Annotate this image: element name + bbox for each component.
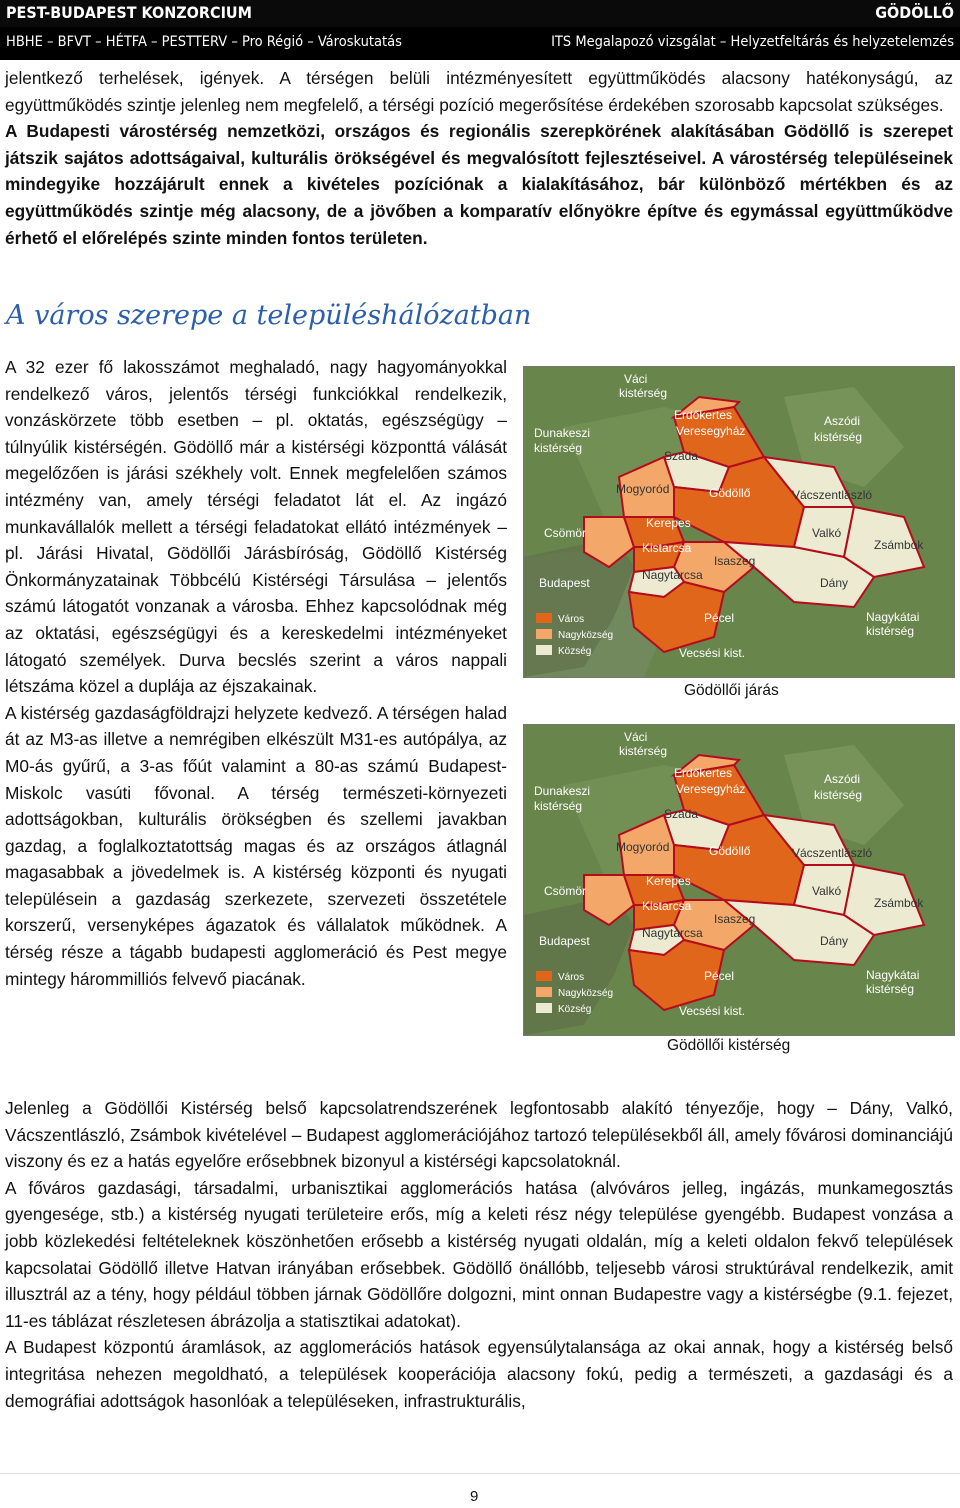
map-label: kistérség <box>866 624 915 638</box>
map-label: Veresegyház <box>676 424 746 438</box>
map-label: kistérség <box>814 788 863 802</box>
map-label: Kerepes <box>646 874 691 888</box>
intro-text <box>5 65 953 251</box>
map-label: Isaszeg <box>714 554 756 568</box>
map-label: Mogyoród <box>616 840 670 854</box>
map-label: Erdőkertes <box>674 408 733 422</box>
map-godolloi-kisterseg <box>523 724 955 1036</box>
map-label: Váci <box>624 730 648 744</box>
legend-label: Község <box>558 646 592 657</box>
intro-bold-paragraph: A Budapesti várostérség nemzetközi, országos és regionális szerepkörének alakításában Gödöllő is szerepet játszik sajátos adottságaival, kulturális örökségével és megvalósított fejlesztéseivel. A várostérség településeinek mindegyike hozzájárult ennek a kivételes pozíciónak a kialakításához, bár különböző mértékben és az együttműködés szintje még alacsony, de a jövőben a komparatív előnyökre építve és egymással együttműködve érhető el előrelépés szinte minden fontos területen. <box>5 121 953 248</box>
map-label: Aszódi <box>824 772 861 786</box>
map-label: Vecsési kist. <box>679 646 746 660</box>
map-label: Budapest <box>539 576 590 590</box>
map-caption-2: Gödöllői kistérség <box>667 1037 791 1054</box>
map-label: Pécel <box>704 969 735 983</box>
map-label: Gödöllő <box>709 486 751 500</box>
map-svg <box>524 367 954 677</box>
bottom-paragraph-1: Jelenleg a Gödöllői Kistérség belső kapcsolatrendszerének legfontosabb alakító tényezője, hogy – Dány, Valkó, Vácszentlászló, Zsámbok kivételével – Budapest agglomerációjához tartozó településekből áll, amely fővárosi dominanciájú viszony és ez a hatás egyelőre erősebbnek bizonyul a kistérségi kapcsolatoknál. <box>5 1098 953 1172</box>
legend-label: Nagyközség <box>558 988 614 999</box>
map-label: Zsámbok <box>874 896 924 910</box>
map-label: Dunakeszi <box>534 426 591 440</box>
map-label: Aszódi <box>824 414 861 428</box>
map-label: Erdőkertes <box>674 766 733 780</box>
map-label: Veresegyház <box>676 782 746 796</box>
left-paragraph-1: A 32 ezer fő lakosszámot meghaladó, nagy hagyományokkal rendelkező város, jelentős térségi funkciókkal rendelkezik, vonzáskörzete több esetben – pl. oktatás, egészségügy – túlnyúlik kistérségén. Gödöllő már a kistérségi központtá válását megelőzően is járási székhely volt. Ennek megfelelően számos intézmény van, amely térségi feladatot lát el. Az ingázó munkavállalók mellett a térségi feladatokat ellátó intézmények – pl. Járási Hivatal, Gödöllői Járásbíróság, Gödöllő Kistérség Önkormányzatainak Többcélú Kistérségi Társulása – jelentős számú látogatót vonzanak a városba. Ehhez kapcsolódnak még az oktatási, egészségügyi és a kereskedelmi intézményeket látogató személyek. Durva becslés szerint a város nappali létszáma közel a duplája az éjszakainak. <box>5 357 507 697</box>
map-label: Dunakeszi <box>534 784 591 798</box>
map-label: Vecsési kist. <box>679 1004 746 1018</box>
legend-label: Város <box>558 614 585 625</box>
map-label: Vácszentlászló <box>792 488 873 502</box>
map-label: Váci <box>624 372 648 386</box>
footer-divider <box>0 1473 960 1474</box>
map-godolloi-jaras <box>523 366 955 678</box>
header-city: GÖDÖLLŐ <box>875 3 954 22</box>
map-label: Budapest <box>539 934 590 948</box>
header-partners: HBHE – BFVT – HÉTFA – PESTTERV – Pro Régió – Városkutatás <box>6 34 402 50</box>
map-label: Szada <box>664 449 699 463</box>
map-label: Dány <box>820 576 849 590</box>
legend-label: Nagyközség <box>558 630 614 641</box>
page-header-top <box>0 0 960 27</box>
bottom-paragraph-2: A főváros gazdasági, társadalmi, urbanisztikai agglomerációs hatása (alvóváros jelleg, ingázás, munkamegosztás gyengesége, stb.) a kistérség nyugati területeire erős, míg a keleti rész négy települése gyengébb. Budapest vonzása a jobb közlekedési feltételeknek köszönhetően erősebb a kistérség nyugati oldalán, míg a keleti oldalon fekvő települések kapcsolatai Gödöllő illetve Hatvan irányában erősebbek. Gödöllő önállóbb, teljesebb városi struktúrával rendelkezik, amit illusztrál az a tény, hogy például többen járnak Gödöllőre dolgozni, mint onnan Budapestre vagy a kistérségbe (9.1. fejezet, 11-es táblázat részletesen ábrázolja a statisztikai adatokat). <box>5 1177 953 1331</box>
map-label: Kerepes <box>646 516 691 530</box>
map-label: kistérség <box>534 441 583 455</box>
map-label: Dány <box>820 934 849 948</box>
map-label: kistérség <box>619 744 668 758</box>
map-label: Valkó <box>812 526 842 540</box>
left-column-text <box>5 354 507 992</box>
intro-paragraph: jelentkező terhelések, igények. A térségen belüli intézményesített együttműködés alacsony hatékonyságú, az együttműködés szintje jelenleg nem megfelelő, a térségi pozíció megerősítése érdekében szorosabb kapcsolat szükséges. <box>5 68 953 115</box>
map-label: Nagykátai <box>866 968 920 982</box>
map-label: kistérség <box>814 430 863 444</box>
map-label: kistérség <box>866 982 915 996</box>
map-label: Valkó <box>812 884 842 898</box>
map-svg <box>524 725 954 1035</box>
map-label: Gödöllő <box>709 844 751 858</box>
left-paragraph-2: A kistérség gazdaságföldrajzi helyzete kedvező. A térségen halad át az M3-as illetve a nemrégiben elkészült M31-es autópálya, az M0-ás gyűrű, a 3-as főút valamint a 80-as számú Budapest-Miskolc vasúti fővonal. A térség természeti-környezeti adottságokban, kulturális örökségben és szellemi javakban gazdag, a foglalkoztatottság magas és az országos átlagnál magasabbak a jövedelmek is. A kistérség központi és nyugati településein a gazdaság szerkezete, szervezeti összetétele korszerű, versenyképes ágazatok és vállalatok működnek. A térség része a tágabb budapesti agglomeráció és Pest megye mintegy hárommilliós felvevő piacának. <box>5 702 507 989</box>
map-label: Kistarcsa <box>642 541 692 555</box>
map-label: Csömör <box>544 526 587 540</box>
section-heading: A város szerepe a településhálózatban <box>6 300 532 331</box>
map-label: Nagytarcsa <box>642 568 703 582</box>
legend-label: Község <box>558 1004 592 1015</box>
page-number: 9 <box>470 1488 479 1505</box>
header-org: PEST-BUDAPEST KONZORCIUM <box>6 3 252 22</box>
map-label: Zsámbok <box>874 538 924 552</box>
map-label: Szada <box>664 807 699 821</box>
map-label: kistérség <box>534 799 583 813</box>
map-label: Pécel <box>704 611 735 625</box>
map-label: Mogyoród <box>616 482 670 496</box>
page-header-bottom <box>0 27 960 60</box>
bottom-text <box>5 1095 953 1414</box>
map-label: Isaszeg <box>714 912 756 926</box>
map-label: Csömör <box>544 884 587 898</box>
bottom-paragraph-3: A Budapest központú áramlások, az agglomerációs hatások egyensúlytalansága az okai annak, hogy a kistérség belső integritása nehezen megoldható, a települések kooperációja alacsony fokú, pedig a természeti, a gazdasági és a demográfiai adottságok hasonlóak a településeken, infrastrukturális, <box>5 1337 953 1411</box>
map-label: Vácszentlászló <box>792 846 873 860</box>
header-doc-title: ITS Megalapozó vizsgálat – Helyzetfeltárás és helyzetelemzés <box>551 34 954 50</box>
map-label: Nagytarcsa <box>642 926 703 940</box>
map-label: Kistarcsa <box>642 899 692 913</box>
map-label: kistérség <box>619 386 668 400</box>
map-caption-1: Gödöllői járás <box>684 682 779 699</box>
legend-label: Város <box>558 972 585 983</box>
map-label: Nagykátai <box>866 610 920 624</box>
